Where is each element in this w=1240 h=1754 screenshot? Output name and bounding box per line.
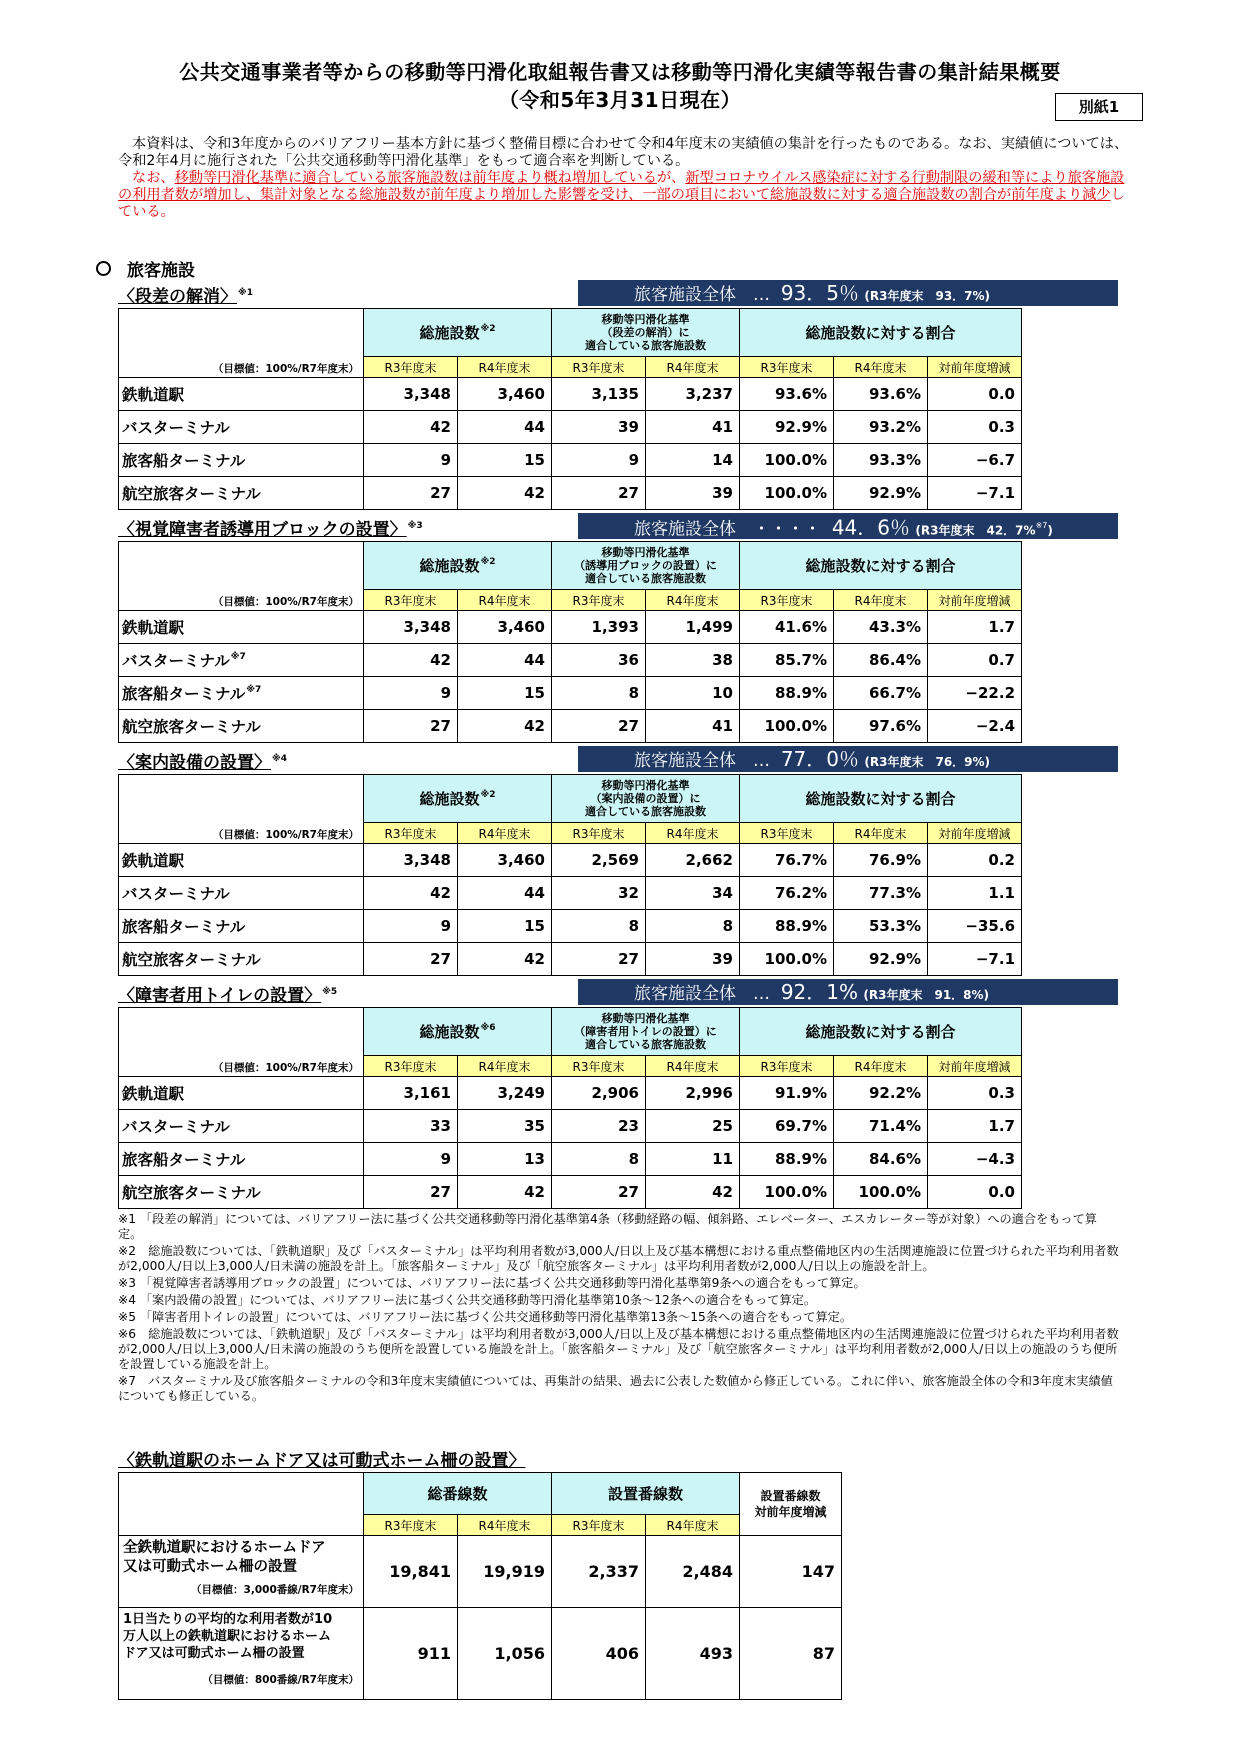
- data-cell: 10: [646, 677, 740, 710]
- overall-rate-banner: [578, 979, 1118, 1005]
- goal-cell: （目標値：100%/R7年度末）: [119, 542, 364, 611]
- data-cell: 32: [552, 877, 646, 910]
- data-cell: 2,906: [552, 1077, 646, 1110]
- col-compliant-line: 移動等円滑化基準: [601, 1012, 690, 1025]
- year-r4: R4年度末: [458, 357, 552, 378]
- homedoor-row-label-line: 万人以上の鉄軌道駅におけるホーム: [123, 1629, 332, 1644]
- footnote: ※3 「視覚障害者誘導用ブロックの設置」については、バリアフリー法に基づく公共交通移動等円滑化基準第9条への適合をもって算定。: [118, 1276, 866, 1290]
- homedoor-cell: 147: [740, 1536, 842, 1608]
- intro-paragraph: 本資料は、令和3年度からのバリアフリー基本方針に基づく整備目標に合わせて令和4年度末の実績値の集計を行ったものである。なお、実績値については、令和2年4月に施行された「公共交通移動等円滑化基準」をもって適合率を判断している。: [118, 136, 1129, 169]
- col-total-label: 総施設数: [419, 1023, 480, 1041]
- intro-note-pre: なお、: [132, 170, 175, 186]
- data-cell: 15: [458, 444, 552, 477]
- data-cell: 15: [458, 677, 552, 710]
- year-r3: R3年度末: [552, 357, 646, 378]
- homedoor-cell: 1,056: [458, 1608, 552, 1700]
- year-r4: R4年度末: [646, 590, 740, 611]
- intro-note-post: している。: [118, 187, 1125, 220]
- data-cell: 42: [364, 877, 458, 910]
- col-compliant-line: （障害者用トイレの設置）に: [574, 1025, 717, 1038]
- data-cell: 9: [364, 677, 458, 710]
- homedoor-cell: 19,841: [364, 1536, 458, 1608]
- facility-row-label: [119, 844, 364, 877]
- facility-table: [118, 541, 1022, 743]
- footnote-mark: ※1: [238, 288, 254, 298]
- data-cell: 44: [458, 411, 552, 444]
- facility-type: 航空旅客ターミナル: [122, 485, 261, 503]
- data-cell: 84.6%: [834, 1143, 928, 1176]
- col-compliant-line: 移動等円滑化基準: [601, 779, 690, 792]
- data-cell: 13: [458, 1143, 552, 1176]
- data-cell: 42: [646, 1176, 740, 1209]
- facility-row-label: [119, 1077, 364, 1110]
- facility-row-label: [119, 877, 364, 910]
- data-cell: 66.7%: [834, 677, 928, 710]
- data-cell: 3,237: [646, 378, 740, 411]
- banner-prev-value: (R3年度末 42．7%: [915, 523, 1036, 538]
- homedoor-col-diff-line1: 設置番線数: [760, 1489, 821, 1503]
- banner-label: 旅客施設全体 …: [634, 285, 770, 305]
- circle-icon: [96, 261, 111, 276]
- footnote-mark: ※4: [272, 754, 288, 764]
- data-cell: 0.2: [928, 844, 1022, 877]
- data-cell: 2,996: [646, 1077, 740, 1110]
- year-r3: R3年度末: [364, 590, 458, 611]
- data-cell: 8: [552, 1143, 646, 1176]
- data-cell: 76.2%: [740, 877, 834, 910]
- data-cell: 9: [364, 910, 458, 943]
- facility-type: 鉄軌道駅: [122, 386, 185, 404]
- col-total: [364, 542, 552, 590]
- homedoor-cell: 911: [364, 1608, 458, 1700]
- banner-value: 77．0％: [780, 747, 859, 771]
- homedoor-year-r3: R3年度末: [364, 1515, 458, 1536]
- homedoor-row-label-line: 全鉄軌道駅におけるホームドア: [123, 1540, 326, 1556]
- col-compliant-line: （案内設備の設置）に: [590, 792, 701, 805]
- year-r3: R3年度末: [552, 823, 646, 844]
- year-r3: R3年度末: [364, 1056, 458, 1077]
- facility-row-label: [119, 644, 364, 677]
- footnote: ※5 「障害者用トイレの設置」については、バリアフリー法に基づく公共交通移動等円滑化基準第13条～15条への適合をもって算定。: [118, 1310, 853, 1324]
- data-cell: 3,460: [458, 378, 552, 411]
- homedoor-cell: 2,337: [552, 1536, 646, 1608]
- col-compliant-line: （段差の解消）に: [601, 326, 690, 339]
- data-cell: 27: [364, 477, 458, 510]
- year-r3: R3年度末: [740, 823, 834, 844]
- col-compliant: [552, 1008, 740, 1056]
- goal-cell: （目標値：100%/R7年度末）: [119, 309, 364, 378]
- data-cell: 27: [364, 943, 458, 976]
- data-cell: 100.0%: [834, 1176, 928, 1209]
- homedoor-goal: （目標値：800番線/R7年度末）: [202, 1674, 359, 1686]
- year-r4: R4年度末: [458, 1056, 552, 1077]
- facility-row-label: [119, 1143, 364, 1176]
- data-cell: 41.6%: [740, 611, 834, 644]
- data-cell: 3,460: [458, 844, 552, 877]
- homedoor-table: [118, 1472, 842, 1700]
- facility-type: 鉄軌道駅: [122, 1085, 185, 1103]
- facility-type: 航空旅客ターミナル: [122, 1184, 261, 1202]
- data-cell: 93.6%: [834, 378, 928, 411]
- data-cell: 42: [458, 943, 552, 976]
- data-cell: 33: [364, 1110, 458, 1143]
- data-cell: 8: [646, 910, 740, 943]
- data-cell: 9: [364, 444, 458, 477]
- facility-row-label: [119, 378, 364, 411]
- col-compliant-line: 移動等円滑化基準: [601, 313, 690, 326]
- footnote-mark: ※3: [407, 521, 423, 531]
- homedoor-col-diff: [740, 1473, 842, 1536]
- facility-type: 旅客船ターミナル: [122, 452, 246, 470]
- block-title: [118, 515, 423, 540]
- data-cell: 41: [646, 710, 740, 743]
- data-cell: 91.9%: [740, 1077, 834, 1110]
- annex-label: 別紙1: [1055, 93, 1143, 121]
- homedoor-row-label-line: ドア又は可動式ホーム柵の設置: [123, 1646, 305, 1661]
- intro-note-underline-1: 移動等円滑化基準に適合している旅客施設数は前年度より概ね増加している: [174, 170, 657, 186]
- data-cell: 1,393: [552, 611, 646, 644]
- facility-type: バスターミナル: [122, 652, 230, 670]
- facility-row-label: [119, 611, 364, 644]
- facility-table: [118, 1007, 1022, 1209]
- banner-prev-value: (R3年度末 91．8%): [863, 988, 990, 1002]
- data-cell: 27: [552, 477, 646, 510]
- intro-note-mid: が、: [656, 170, 686, 186]
- block-title: [118, 282, 253, 307]
- data-cell: 93.2%: [834, 411, 928, 444]
- data-cell: 3,348: [364, 611, 458, 644]
- year-r3: R3年度末: [740, 357, 834, 378]
- data-cell: 9: [552, 444, 646, 477]
- data-cell: 92.9%: [740, 411, 834, 444]
- data-cell: 100.0%: [740, 943, 834, 976]
- data-cell: 15: [458, 910, 552, 943]
- data-cell: 42: [364, 644, 458, 677]
- year-r3: R3年度末: [552, 590, 646, 611]
- block-title: [118, 981, 337, 1006]
- data-cell: 92.9%: [834, 477, 928, 510]
- homedoor-cell: 87: [740, 1608, 842, 1700]
- data-cell: 36: [552, 644, 646, 677]
- data-cell: 53.3%: [834, 910, 928, 943]
- year-r3: R3年度末: [552, 1056, 646, 1077]
- data-cell: 71.4%: [834, 1110, 928, 1143]
- facility-type: 航空旅客ターミナル: [122, 718, 261, 736]
- data-cell: 23: [552, 1110, 646, 1143]
- data-cell: 92.9%: [834, 943, 928, 976]
- data-cell: 3,135: [552, 378, 646, 411]
- block-title-text: 〈段差の解消〉: [118, 287, 237, 307]
- data-cell: 100.0%: [740, 1176, 834, 1209]
- col-total: [364, 309, 552, 357]
- col-compliant: [552, 309, 740, 357]
- banner-label: 旅客施設全体 ・・・・: [634, 519, 821, 540]
- facility-row-label: [119, 477, 364, 510]
- homedoor-row-label-line: 又は可動式ホーム柵の設置: [123, 1559, 297, 1575]
- data-cell: −22.2: [928, 677, 1022, 710]
- footnote: ※6 総施設数については、「鉄軌道駅」及び「バスターミナル」は平均利用者数が3,000人/日以上及び基本構想における重点整備地区内の生活関連施設に位置づけられた平均利用者数が2,000人/日以上3,000人/日未満の施設のうち便所を設置している施設を計上。「旅客船ターミナル」及び「航空旅客ターミナル」は平均利用者数が2,000人/日以上の施設のうち便所を設置している施設を計上。: [118, 1327, 1119, 1371]
- data-cell: 77.3%: [834, 877, 928, 910]
- year-r3: R3年度末: [364, 357, 458, 378]
- banner-label: 旅客施設全体 …: [634, 984, 770, 1004]
- facility-type: バスターミナル: [122, 1118, 230, 1136]
- year-r4: R4年度末: [834, 1056, 928, 1077]
- footnote-mark: ※2: [480, 324, 496, 334]
- footnote-mark: ※7: [246, 685, 262, 695]
- data-cell: 3,348: [364, 844, 458, 877]
- data-cell: 3,460: [458, 611, 552, 644]
- facility-type: バスターミナル: [122, 419, 230, 437]
- footnote: ※2 総施設数については、「鉄軌道駅」及び「バスターミナル」は平均利用者数が3,000人/日以上及び基本構想における重点整備地区内の生活関連施設に位置づけられた平均利用者数が2,000人/日以上3,000人/日未満の施設を計上。「旅客船ターミナル」及び「航空旅客ターミナル」は平均利用者数が2,000人/日以上の施設を計上。: [118, 1244, 1119, 1273]
- facility-row-label: [119, 910, 364, 943]
- data-cell: 41: [646, 411, 740, 444]
- data-cell: 100.0%: [740, 710, 834, 743]
- facility-row-label: [119, 411, 364, 444]
- homedoor-year-r3: R3年度末: [552, 1515, 646, 1536]
- year-r4: R4年度末: [834, 357, 928, 378]
- data-cell: 88.9%: [740, 1143, 834, 1176]
- data-cell: 0.3: [928, 1077, 1022, 1110]
- section-title: 旅客施設: [127, 261, 195, 281]
- data-cell: 39: [646, 943, 740, 976]
- homedoor-row-label: [119, 1608, 364, 1700]
- data-cell: 27: [364, 1176, 458, 1209]
- facility-row-label: [119, 444, 364, 477]
- banner-value: 93．5％: [780, 281, 859, 305]
- facility-type: 鉄軌道駅: [122, 852, 185, 870]
- data-cell: −4.3: [928, 1143, 1022, 1176]
- facility-row-label: [119, 677, 364, 710]
- year-r4: R4年度末: [834, 823, 928, 844]
- data-cell: 2,662: [646, 844, 740, 877]
- homedoor-year-r4: R4年度末: [646, 1515, 740, 1536]
- data-cell: 27: [552, 1176, 646, 1209]
- data-cell: 0.0: [928, 378, 1022, 411]
- data-cell: 93.6%: [740, 378, 834, 411]
- data-cell: 43.3%: [834, 611, 928, 644]
- facility-type: 航空旅客ターミナル: [122, 951, 261, 969]
- footnote-mark: ※2: [480, 790, 496, 800]
- year-r4: R4年度末: [646, 1056, 740, 1077]
- data-cell: 27: [364, 710, 458, 743]
- data-cell: 3,161: [364, 1077, 458, 1110]
- facility-type: バスターミナル: [122, 885, 230, 903]
- data-cell: 39: [552, 411, 646, 444]
- data-cell: 0.7: [928, 644, 1022, 677]
- data-cell: 76.9%: [834, 844, 928, 877]
- block-title-text: 〈障害者用トイレの設置〉: [118, 986, 322, 1006]
- footnote: ※7 バスターミナル及び旅客船ターミナルの令和3年度末実績値については、再集計の結果、過去に公表した数値から修正している。これに伴い、旅客施設全体の令和3年度末実績値についても修正している。: [118, 1374, 1113, 1403]
- footnote: ※4 「案内設備の設置」については、バリアフリー法に基づく公共交通移動等円滑化基準第10条～12条への適合をもって算定。: [118, 1293, 817, 1307]
- data-cell: 85.7%: [740, 644, 834, 677]
- goal-cell: （目標値：100%/R7年度末）: [119, 775, 364, 844]
- col-total-label: 総施設数: [419, 790, 480, 808]
- col-compliant-line: 適合している旅客施設数: [585, 339, 706, 352]
- year-r4: R4年度末: [646, 823, 740, 844]
- data-cell: −6.7: [928, 444, 1022, 477]
- data-cell: 14: [646, 444, 740, 477]
- overall-rate-banner: [578, 746, 1118, 772]
- document-date: （令和5年3月31日現在）: [498, 88, 742, 112]
- homedoor-col-diff-line2: 対前年度増減: [754, 1505, 827, 1519]
- homedoor-cell: 493: [646, 1608, 740, 1700]
- homedoor-year-r4: R4年度末: [458, 1515, 552, 1536]
- data-cell: 42: [458, 710, 552, 743]
- data-cell: 100.0%: [740, 444, 834, 477]
- footnote-mark: ※7: [1035, 521, 1048, 530]
- block-title-text: 〈視覚障害者誘導用ブロックの設置〉: [118, 520, 407, 540]
- footnotes: [118, 1212, 1120, 1406]
- col-total-label: 総施設数: [419, 324, 480, 342]
- data-cell: 1.7: [928, 1110, 1022, 1143]
- footnote-mark: ※6: [480, 1023, 496, 1033]
- data-cell: 42: [458, 1176, 552, 1209]
- year-r3: R3年度末: [740, 1056, 834, 1077]
- data-cell: 38: [646, 644, 740, 677]
- data-cell: 34: [646, 877, 740, 910]
- col-ratio: 総施設数に対する割合: [740, 309, 1022, 357]
- homedoor-col-installed: 設置番線数: [552, 1473, 740, 1515]
- facility-row-label: [119, 710, 364, 743]
- data-cell: 27: [552, 943, 646, 976]
- data-cell: 93.3%: [834, 444, 928, 477]
- col-ratio: 総施設数に対する割合: [740, 775, 1022, 823]
- homedoor-row-label-line: 1日当たりの平均的な利用者数が10: [123, 1612, 333, 1627]
- footnote-mark: ※7: [230, 652, 246, 662]
- data-cell: 69.7%: [740, 1110, 834, 1143]
- year-r3: R3年度末: [364, 823, 458, 844]
- data-cell: 35: [458, 1110, 552, 1143]
- data-cell: 86.4%: [834, 644, 928, 677]
- facility-type: 旅客船ターミナル: [122, 1151, 246, 1169]
- col-total: [364, 1008, 552, 1056]
- data-cell: 44: [458, 877, 552, 910]
- block-title: [118, 748, 287, 773]
- banner-label: 旅客施設全体 …: [634, 751, 770, 771]
- col-compliant-line: 適合している旅客施設数: [585, 805, 706, 818]
- facility-row-label: [119, 943, 364, 976]
- overall-rate-banner: [578, 280, 1118, 306]
- footnote: ※1 「段差の解消」については、バリアフリー法に基づく公共交通移動等円滑化基準第4条（移動経路の幅、傾斜路、エレベーター、エスカレーター等が対象）への適合をもって算定。: [118, 1212, 1097, 1241]
- year-r4: R4年度末: [646, 357, 740, 378]
- data-cell: 11: [646, 1143, 740, 1176]
- year-diff: 対前年度増減: [928, 823, 1022, 844]
- homedoor-goal: （目標値：3,000番線/R7年度末）: [191, 1584, 359, 1596]
- data-cell: 42: [458, 477, 552, 510]
- homedoor-cell: 406: [552, 1608, 646, 1700]
- data-cell: 0.0: [928, 1176, 1022, 1209]
- data-cell: 88.9%: [740, 910, 834, 943]
- data-cell: −35.6: [928, 910, 1022, 943]
- homedoor-col-total: 総番線数: [364, 1473, 552, 1515]
- facility-type: 旅客船ターミナル: [122, 918, 246, 936]
- year-r4: R4年度末: [834, 590, 928, 611]
- data-cell: 9: [364, 1143, 458, 1176]
- year-r3: R3年度末: [740, 590, 834, 611]
- col-total-label: 総施設数: [419, 557, 480, 575]
- data-cell: 76.7%: [740, 844, 834, 877]
- col-compliant-line: 適合している旅客施設数: [585, 572, 706, 585]
- col-compliant-line: 適合している旅客施設数: [585, 1038, 706, 1051]
- homedoor-row-label: [119, 1536, 364, 1608]
- facility-row-label: [119, 1110, 364, 1143]
- banner-prev-close: ): [1047, 523, 1053, 538]
- homedoor-cell: 2,484: [646, 1536, 740, 1608]
- col-total: [364, 775, 552, 823]
- data-cell: −7.1: [928, 477, 1022, 510]
- year-r4: R4年度末: [458, 823, 552, 844]
- data-cell: 8: [552, 910, 646, 943]
- data-cell: 97.6%: [834, 710, 928, 743]
- footnote-mark: ※2: [480, 557, 496, 567]
- data-cell: 92.2%: [834, 1077, 928, 1110]
- facility-table: [118, 308, 1022, 510]
- data-cell: 27: [552, 710, 646, 743]
- data-cell: 2,569: [552, 844, 646, 877]
- col-compliant-line: 移動等円滑化基準: [601, 546, 690, 559]
- data-cell: 39: [646, 477, 740, 510]
- col-compliant: [552, 775, 740, 823]
- banner-prev-value: (R3年度末 93．7%): [864, 289, 991, 303]
- data-cell: 3,249: [458, 1077, 552, 1110]
- homedoor-title: 〈鉄軌道駅のホームドア又は可動式ホーム柵の設置〉: [118, 1451, 526, 1471]
- data-cell: 100.0%: [740, 477, 834, 510]
- data-cell: 44: [458, 644, 552, 677]
- data-cell: −2.4: [928, 710, 1022, 743]
- facility-type: 旅客船ターミナル: [122, 685, 246, 703]
- col-ratio: 総施設数に対する割合: [740, 542, 1022, 590]
- block-title-text: 〈案内設備の設置〉: [118, 753, 271, 773]
- year-r4: R4年度末: [458, 590, 552, 611]
- data-cell: 1.7: [928, 611, 1022, 644]
- document-title: 公共交通事業者等からの移動等円滑化取組報告書又は移動等円滑化実績等報告書の集計結果概要: [179, 60, 1061, 84]
- data-cell: 3,348: [364, 378, 458, 411]
- homedoor-corner: [119, 1473, 364, 1536]
- banner-value: 44．6％: [831, 515, 910, 540]
- data-cell: 42: [364, 411, 458, 444]
- data-cell: 0.3: [928, 411, 1022, 444]
- facility-row-label: [119, 1176, 364, 1209]
- data-cell: −7.1: [928, 943, 1022, 976]
- facility-type: 鉄軌道駅: [122, 619, 185, 637]
- col-compliant-line: （誘導用ブロックの設置）に: [574, 559, 717, 572]
- data-cell: 8: [552, 677, 646, 710]
- data-cell: 88.9%: [740, 677, 834, 710]
- col-compliant: [552, 542, 740, 590]
- goal-cell: （目標値：100%/R7年度末）: [119, 1008, 364, 1077]
- year-diff: 対前年度増減: [928, 590, 1022, 611]
- data-cell: 1,499: [646, 611, 740, 644]
- year-diff: 対前年度増減: [928, 357, 1022, 378]
- intro-note-underline-2: 新型コロナウイルス感染症に対する行動制限の緩和等により旅客施設の利用者数が増加し、集計対象となる総施設数が前年度より増加した影響を受け、一部の項目において総施設数に対する適合施設数の割合が前年度より減少: [118, 170, 1125, 203]
- data-cell: 1.1: [928, 877, 1022, 910]
- facility-table: [118, 774, 1022, 976]
- banner-prev-value: (R3年度末 76．9%): [864, 755, 991, 769]
- footnote-mark: ※5: [322, 987, 338, 997]
- homedoor-cell: 19,919: [458, 1536, 552, 1608]
- data-cell: 25: [646, 1110, 740, 1143]
- banner-value: 92．1%: [780, 980, 858, 1004]
- intro-note: [118, 170, 1138, 221]
- overall-rate-banner: [578, 513, 1118, 539]
- col-ratio: 総施設数に対する割合: [740, 1008, 1022, 1056]
- year-diff: 対前年度増減: [928, 1056, 1022, 1077]
- section-heading: [96, 256, 195, 281]
